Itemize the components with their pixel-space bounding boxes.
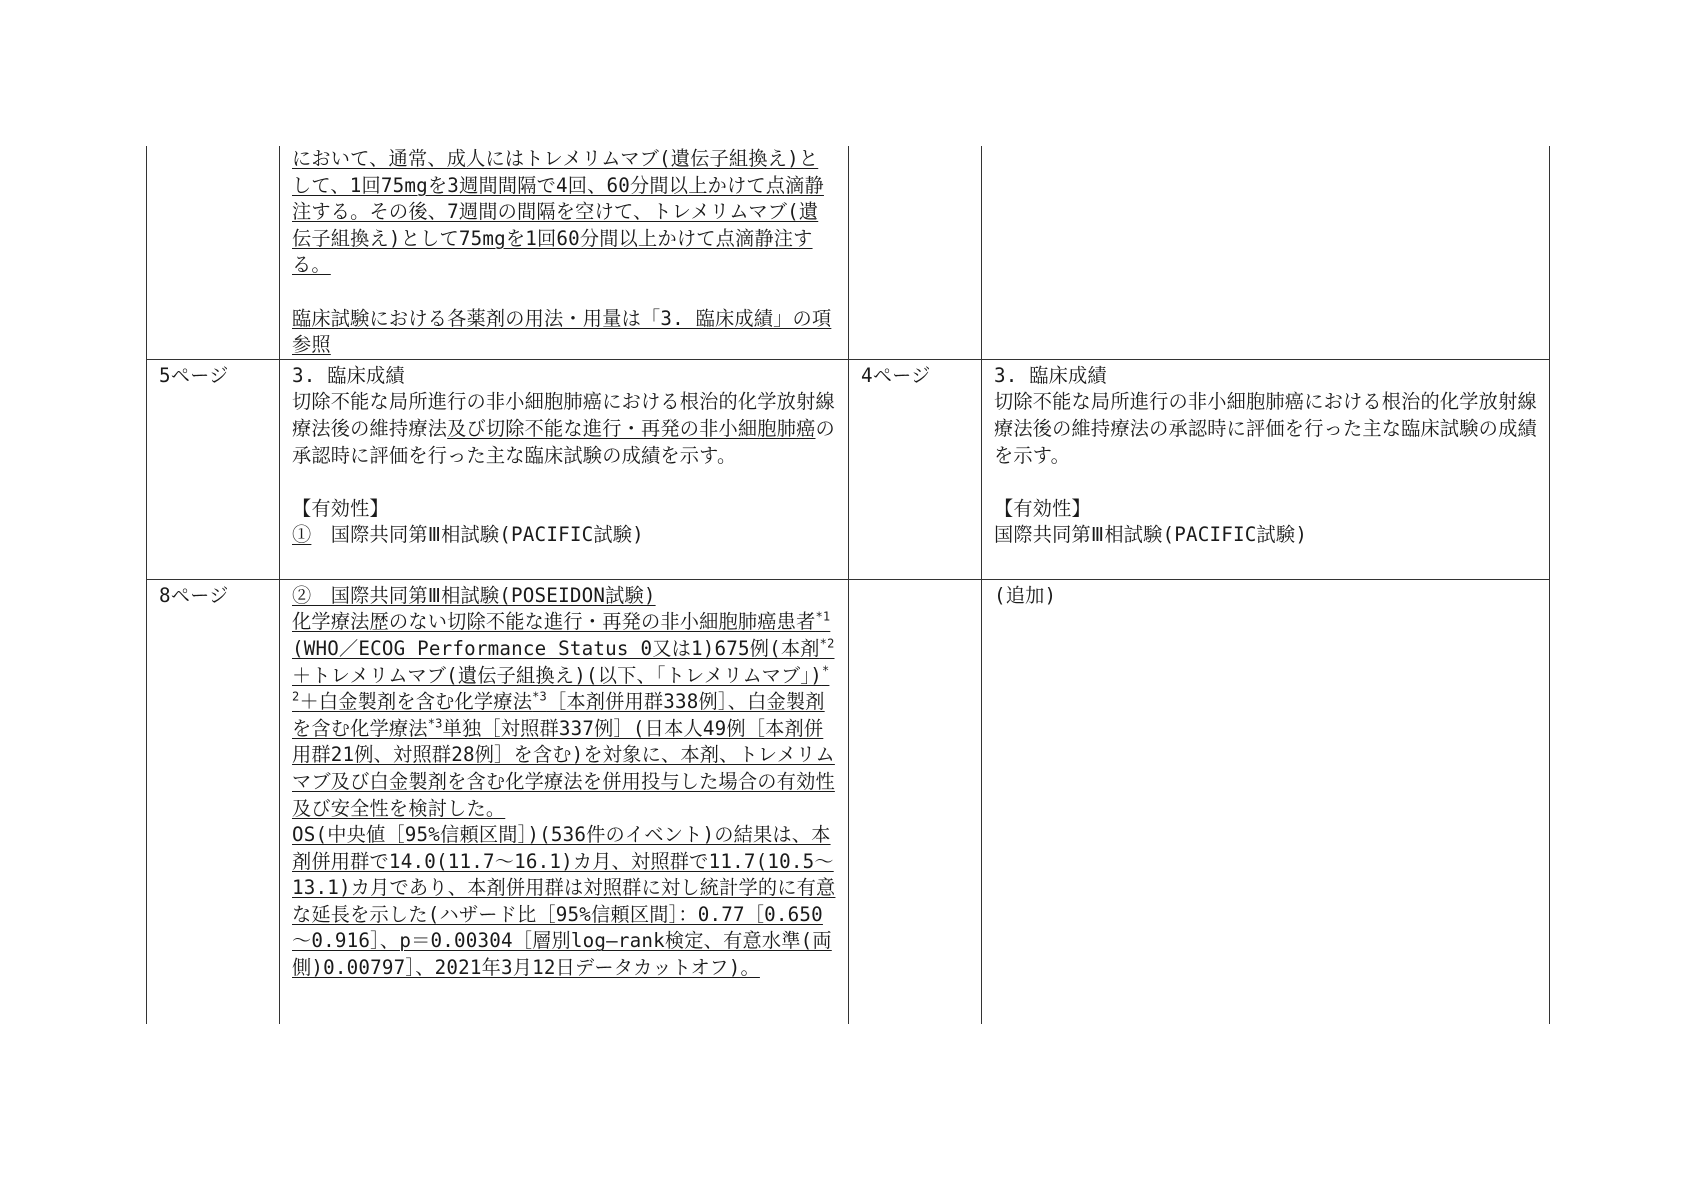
page-ref-cell: [147, 146, 280, 359]
dosage-text: において、通常、成人にはトレメリムマブ(遺伝子組換え)として、1回75mgを3週間間隔で4回、60分間以上かけて点滴静注する。その後、7週間の間隔を空けて、トレメリムマブ(遺伝子組換え)として75mgを1回60分間以上かけて点滴静注する。: [292, 147, 824, 277]
trial-title: ② 国際共同第Ⅲ相試験(POSEIDON試験): [292, 583, 656, 607]
os-result-text: OS(中央値［95%信頼区間］)(536件のイベント)の結果は、本剤併用群で14.0(11.7～16.1)カ月、対照群で11.7(10.5～13.1)カ月であり、本剤併用群は対照群に対し統計学的に有意な延長を示した(ハザード比［95%信頼区間］：0.77［0.650～0.916］、p＝0.00304［層別log―rank検定、有意水準(両側)0.00797］、2021年3月12日データカットオフ)。: [292, 823, 836, 980]
efficacy-heading: 【有効性】: [292, 496, 389, 520]
trial-number: ①: [292, 523, 312, 547]
revised-text-cell: [280, 579, 849, 1024]
trial-description: 化学療法歴のない切除不能な進行・再発の非小細胞肺癌患者$^{*1}$(WHO／ECOG Performance Status 0又は1)675例(本剤$^{*2}$＋トレメリムマブ(遺伝子組換え)(以下、「トレメリムマブ」)$^{*2}$＋白金製剤を含む化学療法$^{*3}$［本剤併用群338例］、白金製剤を含む化学療法$^{*3}$単独［対照群337例］(日本人49例［本剤併用群21例、対照群28例］を含む)を対象に、本剤、トレメリムマブ及び白金製剤を含む化学療法を併用投与した場合の有効性及び安全性を検討した。: [292, 609, 835, 820]
table-row: [147, 359, 1550, 579]
current-text-cell: [982, 359, 1550, 579]
page-ref-cell: [849, 146, 982, 359]
page-ref-cell: [849, 359, 982, 579]
added-indication-text: 及び切除不能な進行・再発の非小細胞肺癌: [447, 416, 816, 440]
revised-text-cell: [280, 146, 849, 359]
section-intro-text: 切除不能な局所進行の非小細胞肺癌における根治的化学放射線療法後の維持療法及び切除不能な進行・再発の非小細胞肺癌の承認時に評価を行った主な臨床試験の成績を示す。: [292, 390, 835, 467]
section-heading: 3. 臨床成績: [994, 363, 1107, 387]
trial-title: ① 国際共同第Ⅲ相試験(PACIFIC試験): [292, 523, 644, 547]
efficacy-heading: 【有効性】: [994, 496, 1091, 520]
current-text-cell: [982, 146, 1550, 359]
section-heading: 3. 臨床成績: [292, 363, 405, 387]
added-note: (追加): [994, 583, 1057, 607]
table-row: [147, 146, 1550, 359]
page-ref-cell: [147, 359, 280, 579]
current-text-cell: [982, 579, 1550, 1024]
dosage-reference-text: 臨床試験における各薬剤の用法・用量は「3. 臨床成績」の項参照: [292, 306, 832, 357]
page-ref-label: 4ページ: [861, 363, 931, 387]
revised-text-cell: [280, 359, 849, 579]
page-ref-cell: [147, 579, 280, 1024]
comparison-table: [146, 146, 1550, 1024]
page-ref-cell: [849, 579, 982, 1024]
trial-title: 国際共同第Ⅲ相試験(PACIFIC試験): [994, 523, 1308, 547]
page-ref-label: 5ページ: [159, 363, 229, 387]
section-intro-text: 切除不能な局所進行の非小細胞肺癌における根治的化学放射線療法後の維持療法の承認時に評価を行った主な臨床試験の成績を示す。: [994, 390, 1537, 467]
page-ref-label: 8ページ: [159, 583, 229, 607]
table-row: [147, 579, 1550, 1024]
